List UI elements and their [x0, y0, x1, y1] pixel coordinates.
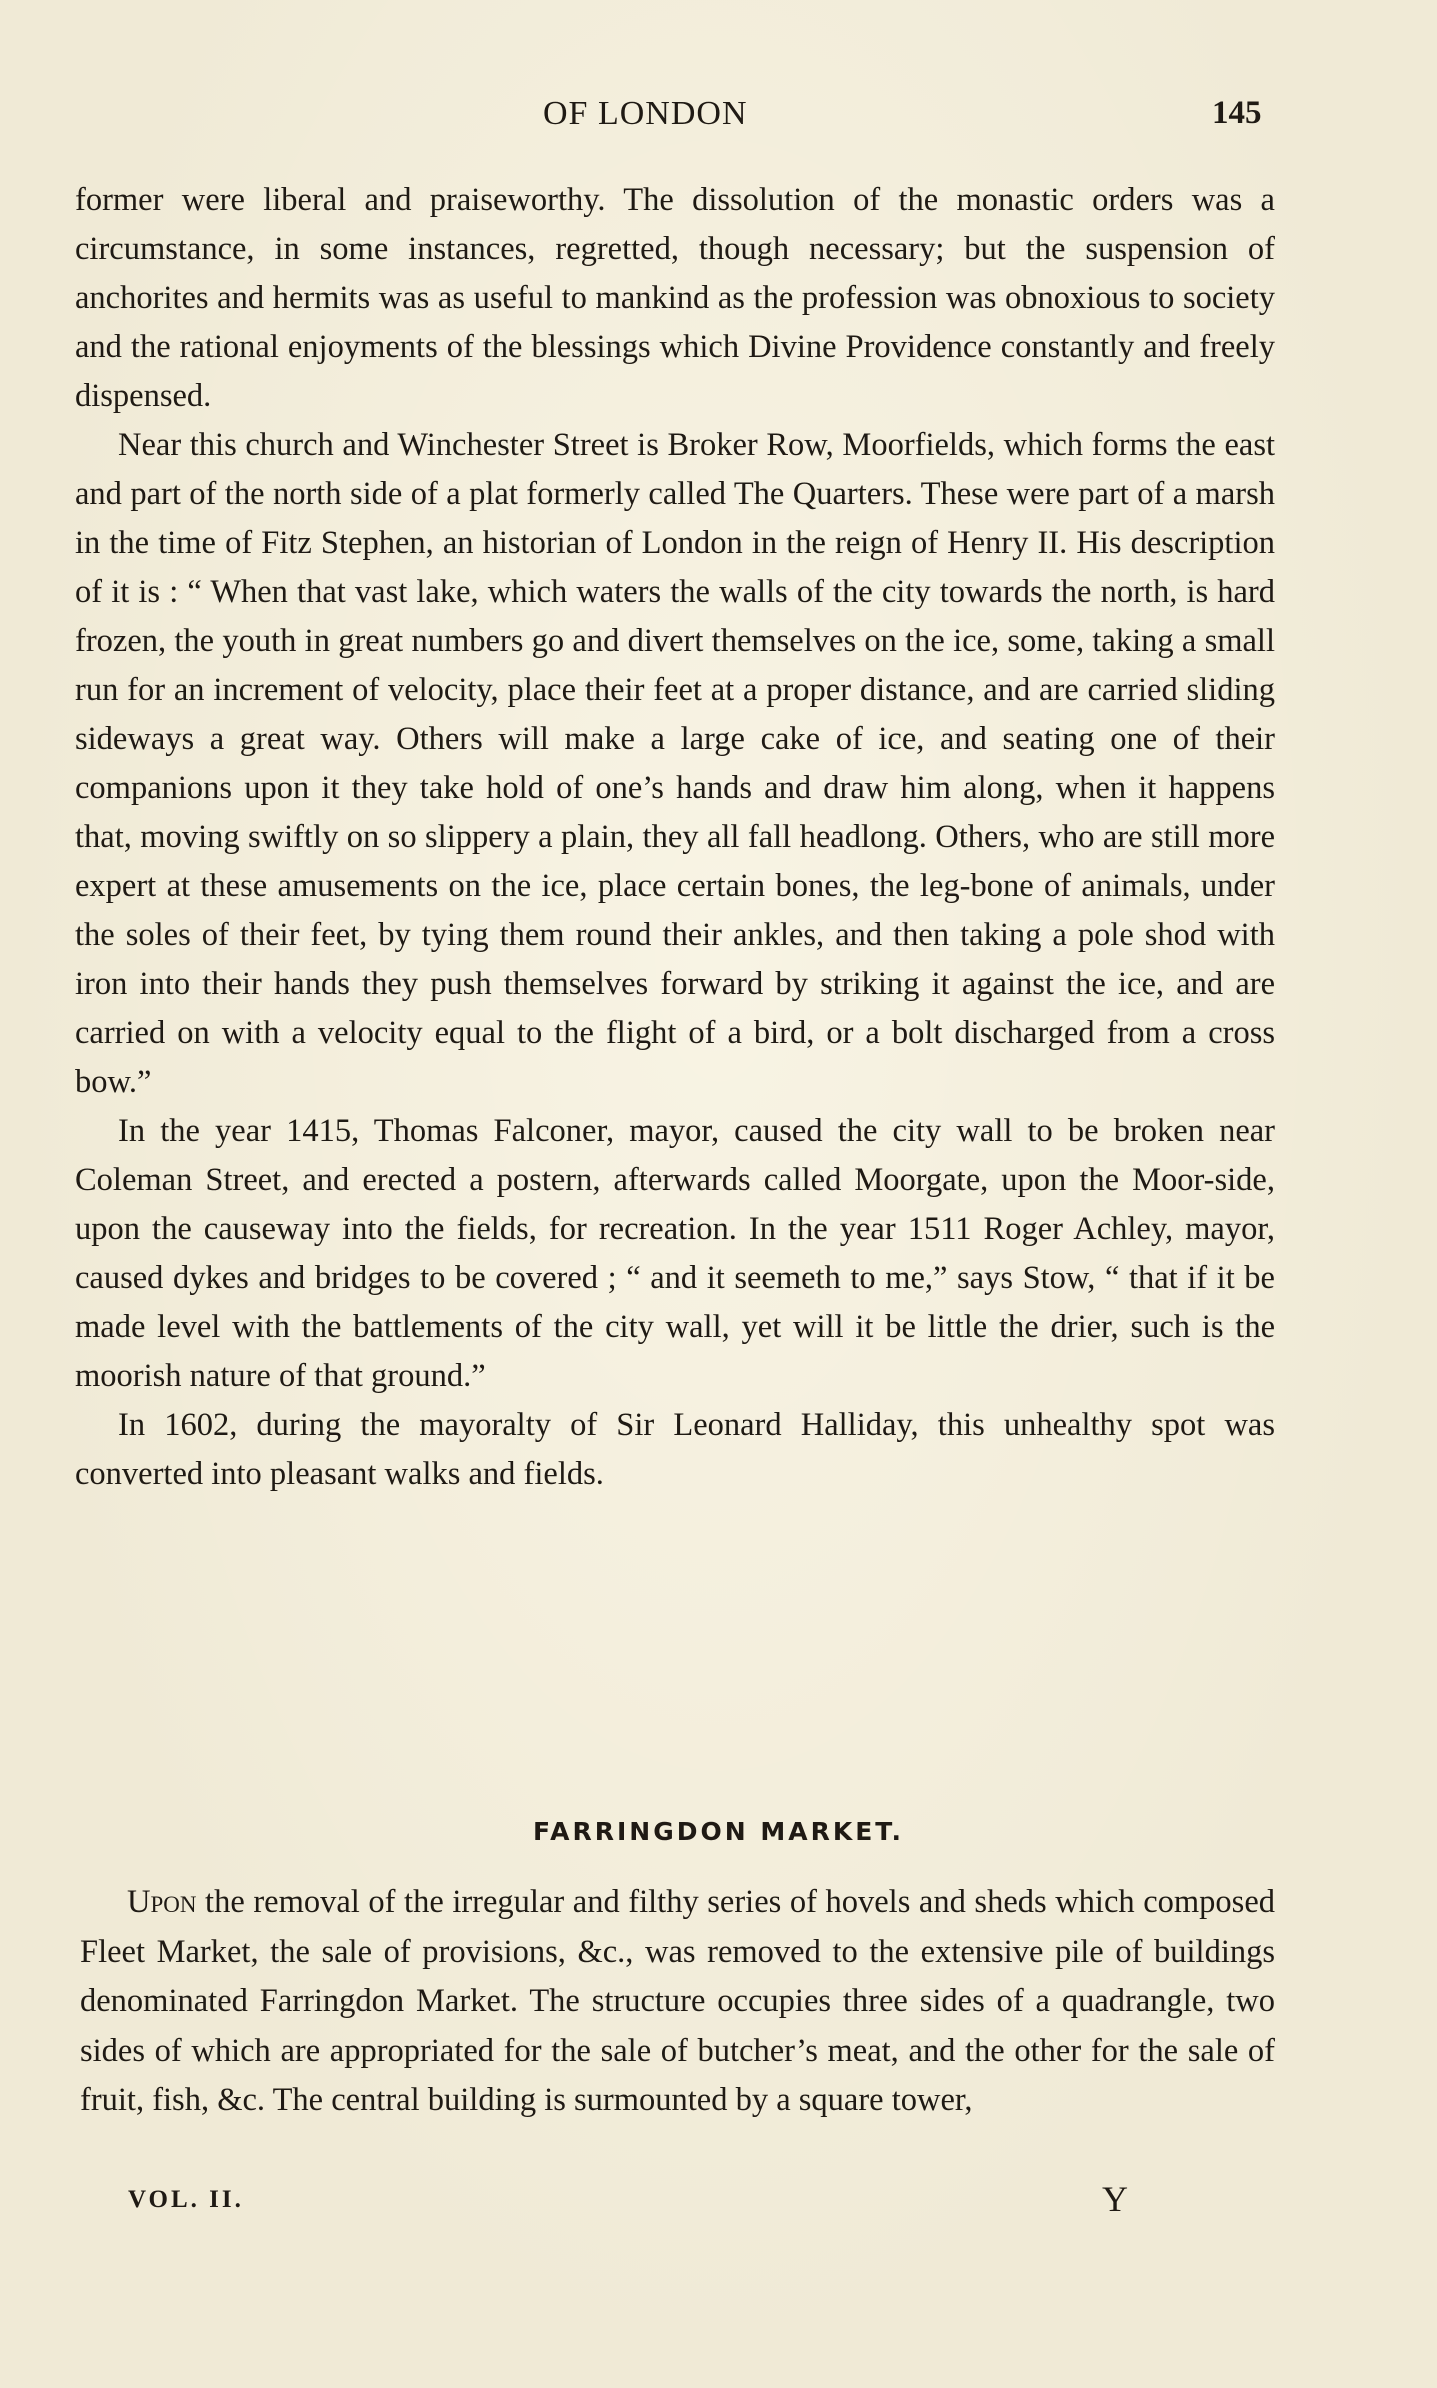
paragraph-continuation: former were liberal and praiseworthy. The dissolution of the monastic orders was a circumstance, in some instances, regretted, though necessary; but the suspension of anchorites and hermits was as useful to mankind as the profession was obnoxious to society and the rational enjoyments of the blessings which Divine Providence constantly and freely dispensed.	[75, 182, 1275, 414]
running-title: OF LONDON	[543, 95, 748, 132]
paragraph-moorgate: In the year 1415, Thomas Falconer, mayor, caused the city wall to be broken near Coleman Street, and erected a postern, afterwards called Moorgate, upon the Moor-side, upon the causeway into the fields, for recreation. In the year 1511 Roger Achley, mayor, caused dykes and bridges to be covered ; “ and it seemeth to me,” says Stow, “ that if it be made level with the battlements of the city wall, yet will it be little the drier, such is the moorish nature of that ground.”	[75, 1113, 1275, 1394]
body-text	[75, 176, 1275, 1499]
paragraph-farringdon-body: the removal of the irregular and filthy series of hovels and sheds which composed Fleet Market, the sale of provisions, &c., was removed to the extensive pile of buildings denominated Farringdon Market. The structure occupies three sides of a quadrangle, two sides of which are appropriated for the sale of butcher’s meat, and the other for the sale of fruit, fish, &c. The central building is surmounted by a square tower,	[80, 1884, 1275, 2118]
lead-word: Upon	[127, 1884, 197, 1920]
page-footer	[0, 2178, 1437, 2228]
volume-label: VOL. II.	[128, 2186, 244, 2213]
section-text	[80, 1878, 1275, 2126]
page-number: 145	[1212, 95, 1262, 131]
running-head	[0, 95, 1437, 145]
signature-mark: Y	[1102, 2179, 1128, 2219]
paragraph-broker-row: Near this church and Winchester Street is Broker Row, Moorfields, which forms the east and part of the north side of a plat formerly called The Quarters. These were part of a marsh in the time of Fitz Stephen, an historian of London in the reign of Henry II. His description of it is : “ When that vast lake, which waters the walls of the city towards the north, is hard frozen, the youth in great numbers go and divert themselves on the ice, some, taking a small run for an increment of velocity, place their feet at a proper distance, and are carried sliding sideways a great way. Others will make a large cake of ice, and seating one of their companions upon it they take hold of one’s hands and draw him along, when it happens that, moving swiftly on so slippery a plain, they all fall headlong. Others, who are still more expert at these amusements on the ice, place certain bones, the leg-bone of animals, under the soles of their feet, by tying them round their ankles, and then taking a pole shod with iron into their hands they push themselves forward by striking it against the ice, and are carried on with a velocity equal to the flight of a bird, or a bolt discharged from a cross bow.”	[75, 427, 1275, 1100]
paragraph-halliday: In 1602, during the mayoralty of Sir Leonard Halliday, this unhealthy spot was converted into pleasant walks and fields.	[75, 1407, 1275, 1492]
paragraph-farringdon	[80, 1878, 1275, 2126]
section-heading: FARRINGDON MARKET.	[532, 1817, 905, 1846]
